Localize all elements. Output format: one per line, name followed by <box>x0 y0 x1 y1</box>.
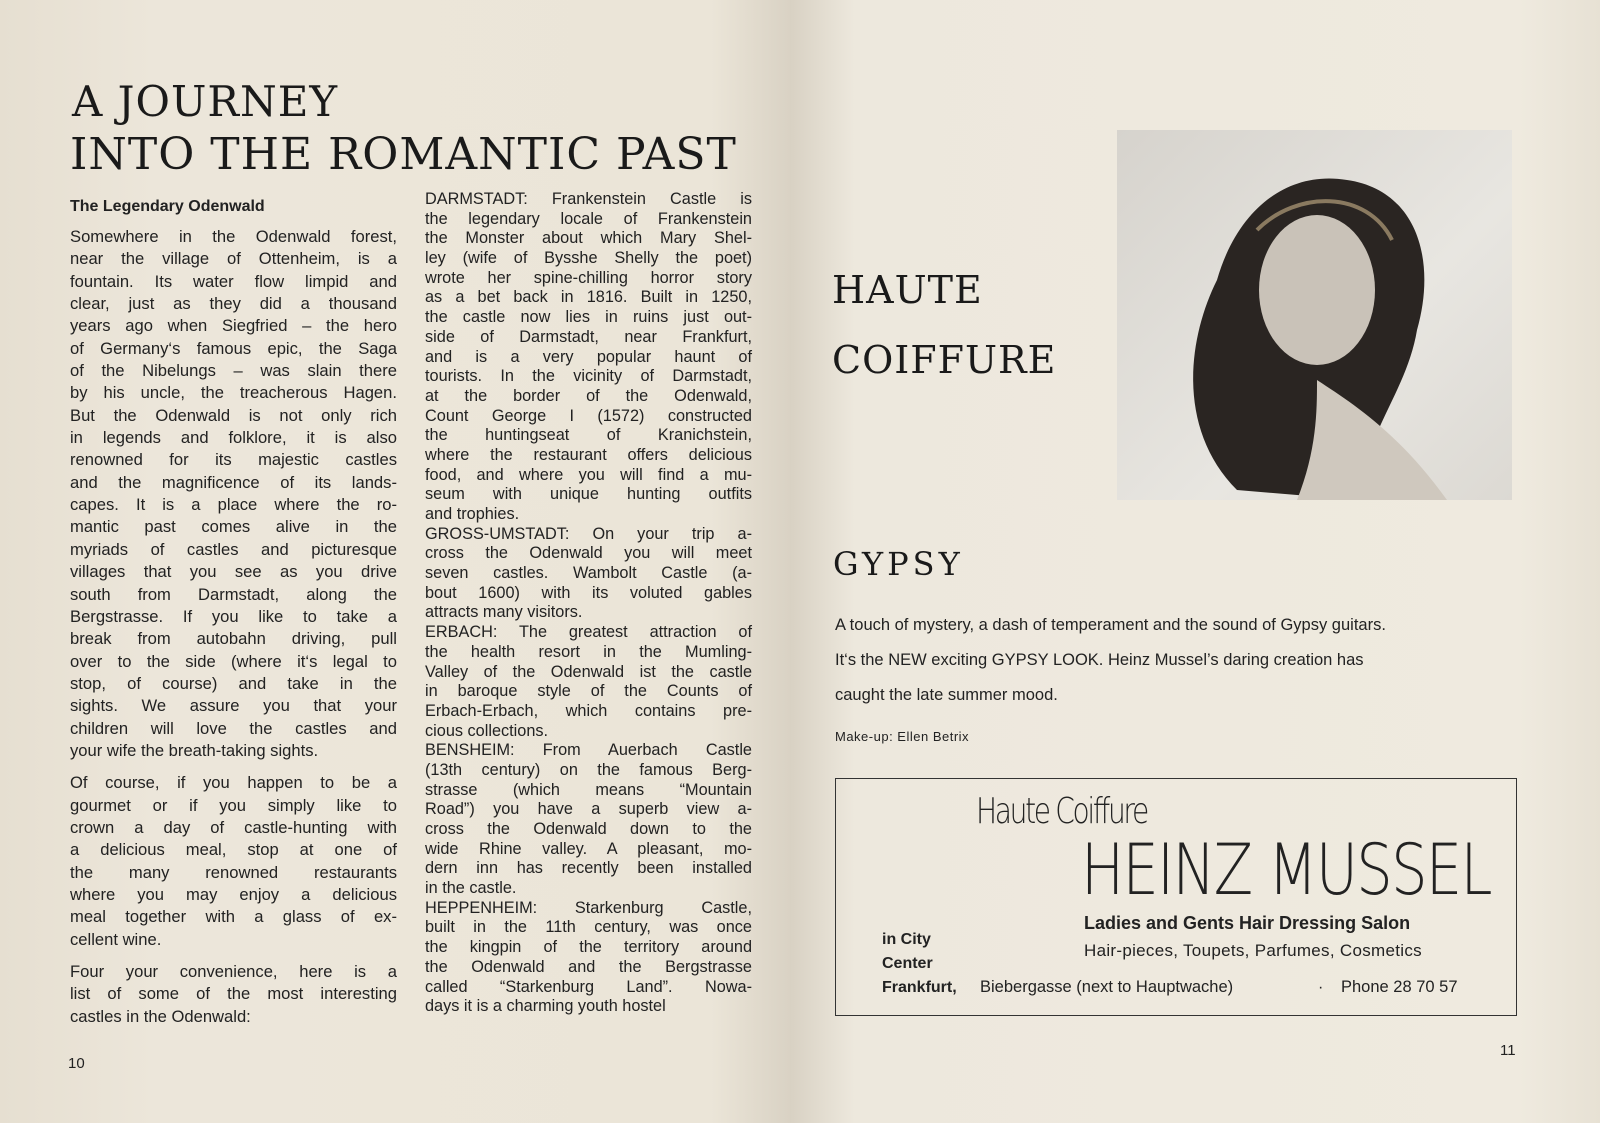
text-line: attracts many visitors. <box>425 603 583 622</box>
text-line: crown a day of castle-hunting with <box>70 817 397 837</box>
text-line: Somewhere in the Odenwald forest, <box>70 227 397 246</box>
text-line: BENSHEIM: From Auerbach Castle <box>425 741 752 760</box>
article-title-line-1: A JOURNEY <box>72 77 339 126</box>
text-line: strasse (which means “Mountain <box>425 780 752 799</box>
text-line: food, and where you will find a mu- <box>425 465 752 484</box>
text-line: fountain. Its water flow limpid and <box>70 271 397 291</box>
text-line: over to the side (where it‘s legal to <box>70 651 397 671</box>
text-line: wide Rhine valley. A pleasant, mo- <box>425 839 752 858</box>
text-line: built in the 11th century, was once <box>425 918 752 937</box>
text-line: where the restaurant offers delicious <box>425 445 752 464</box>
text-line: cious collections. <box>425 721 549 740</box>
article-column-2 <box>425 190 752 1017</box>
left-page <box>0 0 790 1123</box>
text-line: days it is a charming youth hostel <box>425 997 666 1016</box>
text-line: Four your convenience, here is a <box>70 962 397 981</box>
text-line: the legendary locale of Frankenstein <box>425 209 752 228</box>
text-line: the many renowned restaurants <box>70 862 397 882</box>
page-number-left: 10 <box>68 1055 85 1072</box>
text-line: cellent wine. <box>70 929 162 949</box>
text-line: villages that you see as you drive <box>70 562 397 582</box>
text-line: the castle now lies in ruins just out- <box>425 308 752 327</box>
feature-body <box>835 608 1515 713</box>
ad-location-2: Center <box>882 955 933 972</box>
ad-phone: Phone 28 70 57 <box>1341 978 1458 996</box>
ad-separator: · <box>1318 979 1324 996</box>
text-line: the huntingseat of Kranichstein, <box>425 426 752 445</box>
text-line: of Germany‘s famous epic, the Saga <box>70 338 397 358</box>
text-line: and the magnificence of its lands- <box>70 472 397 492</box>
text-line: clear, just as they did a thousand <box>70 294 397 314</box>
text-line: ley (wife of Bysshe Shelly the poet) <box>425 249 752 268</box>
text-line: south from Darmstadt, along the <box>70 584 397 604</box>
subheading: The Legendary Odenwald <box>70 198 265 215</box>
text-line: tourists. In the vicinity of Darmstadt, <box>425 367 752 386</box>
text-line: renowned for its majestic castles <box>70 450 397 470</box>
text-line: in legends and folklore, it is also <box>70 428 397 448</box>
text-line: dern inn has recently been installed <box>425 859 752 878</box>
text-line: the Monster about which Mary Shel- <box>425 229 752 248</box>
text-line: of the Nibelungs – was slain there <box>70 361 397 381</box>
text-line: side of Darmstadt, near Frankfurt, <box>425 327 752 346</box>
text-line: break from autobahn driving, pull <box>70 629 397 649</box>
article-column-1 <box>70 196 397 1028</box>
ad-logo-script: Haute Coiffure <box>976 791 1147 832</box>
text-line: myriads of castles and picturesque <box>70 539 397 559</box>
text-line: DARMSTADT: Frankenstein Castle is <box>425 190 752 208</box>
text-line: in the castle. <box>425 879 517 898</box>
text-line: children will love the castles and <box>70 718 397 738</box>
ad-logo-name: HEINZ MUSSEL <box>1081 829 1491 911</box>
text-line: stop, of course) and take in the <box>70 673 397 693</box>
feature-title-line-2: COIFFURE <box>832 338 1057 382</box>
text-line: a delicious meal, stop at one of <box>70 840 397 860</box>
text-line: But the Odenwald is not only rich <box>70 405 397 425</box>
text-line: and is a very popular haunt of <box>425 347 752 366</box>
ad-products: Hair-pieces, Toupets, Parfumes, Cosmetics <box>1084 941 1422 960</box>
gypsy-heading: GYPSY <box>833 545 964 583</box>
body-line: caught the late summer mood. <box>835 686 1058 704</box>
text-line: Road”) you have a superb view a- <box>425 800 752 819</box>
ad-location-1: in City <box>882 931 931 948</box>
text-line: gourmet or if you simply like to <box>70 795 397 815</box>
ad-address: Biebergasse (next to Hauptwache) <box>980 978 1234 996</box>
text-line: (13th century) on the famous Berg- <box>425 760 752 779</box>
text-line: in baroque style of the Counts of <box>425 682 752 701</box>
model-photo <box>1117 130 1512 500</box>
text-line: and trophies. <box>425 505 520 523</box>
portrait-image <box>1117 130 1512 500</box>
text-line: Of course, if you happen to be a <box>70 773 397 793</box>
text-line: seven castles. Wambolt Castle (a- <box>425 564 752 583</box>
article-title-line-2: INTO THE ROMANTIC PAST <box>70 129 737 180</box>
text-line: Valley of the Odenwald ist the castle <box>425 662 752 681</box>
text-line: sights. We assure you that your <box>70 696 397 716</box>
ad-tagline: Ladies and Gents Hair Dressing Salon <box>1084 913 1411 933</box>
text-line: Erbach-Erbach, which contains pre- <box>425 701 752 720</box>
body-line: It‘s the NEW exciting GYPSY LOOK. Heinz Mussel’s daring creation has <box>835 651 1364 669</box>
text-line: bout 1600) with its voluted gables <box>425 583 752 602</box>
feature-title-line-1: HAUTE <box>832 268 983 312</box>
text-line: where you may enjoy a delicious <box>70 884 397 904</box>
text-line: by his uncle, the treacherous Hagen. <box>70 383 397 403</box>
makeup-credit: Make-up: Ellen Betrix <box>835 729 970 744</box>
text-line: ERBACH: The greatest attraction of <box>425 623 752 642</box>
text-line: GROSS-UMSTADT: On your trip a- <box>425 524 752 543</box>
text-line: near the village of Ottenheim, is a <box>70 249 397 269</box>
text-line: seum with unique hunting outfits <box>425 485 752 504</box>
text-line: castles in the Odenwald: <box>70 1006 251 1026</box>
text-line: wrote her spine-chilling horror story <box>425 268 752 287</box>
text-line: called “Starkenburg Land”. Nowa- <box>425 977 752 996</box>
text-line: at the border of the Odenwald, <box>425 386 752 405</box>
text-line: years ago when Siegfried – the hero <box>70 316 397 336</box>
text-line: HEPPENHEIM: Starkenburg Castle, <box>425 898 752 917</box>
text-line: cross the Odenwald down to the <box>425 820 752 838</box>
page-number-right: 11 <box>1500 1042 1516 1059</box>
text-line: Count George I (1572) constructed <box>425 406 752 425</box>
salon-advertisement <box>835 778 1517 1016</box>
text-line: list of some of the most interesting <box>70 984 397 1004</box>
text-line: as a bet back in 1816. Built in 1250, <box>425 288 752 307</box>
ad-city: Frankfurt, <box>882 979 957 996</box>
text-line: Bergstrasse. If you like to take a <box>70 606 397 626</box>
text-line: the health resort in the Mumling- <box>425 642 752 661</box>
text-line: cross the Odenwald you will meet <box>425 544 752 563</box>
text-line: the kingpin of the territory around <box>425 938 752 957</box>
text-line: your wife the breath-taking sights. <box>70 740 319 760</box>
text-line: the Odenwald and the Bergstrasse <box>425 957 752 976</box>
text-line: mantic past comes alive in the <box>70 517 397 537</box>
body-line: A touch of mystery, a dash of temperament and the sound of Gypsy guitars. <box>835 616 1386 634</box>
text-line: meal together with a glass of ex- <box>70 907 397 927</box>
text-line: capes. It is a place where the ro- <box>70 495 397 515</box>
